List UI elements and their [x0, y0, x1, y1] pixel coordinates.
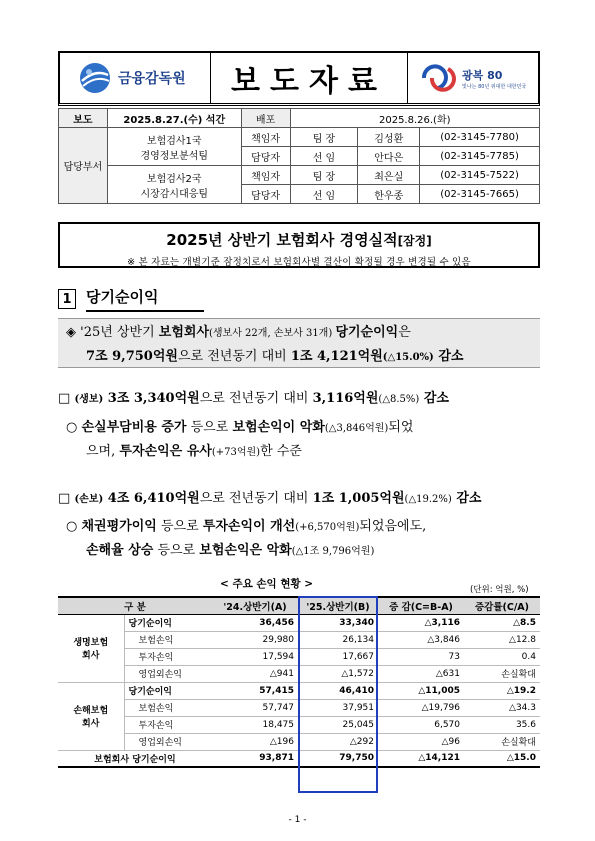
header-banner — [58, 51, 540, 106]
cell-d: △8.5 — [464, 614, 540, 631]
cell-b: 17,667 — [298, 648, 378, 665]
contact-role: 담당자 — [241, 147, 290, 166]
cell-c: △11,005 — [378, 682, 464, 699]
table-row — [58, 631, 540, 648]
life-text: 3조 3,340억원 — [103, 391, 200, 406]
cell-b: 26,134 — [298, 631, 378, 648]
life-detail-text: (+73억원) — [211, 447, 261, 458]
nonlife-detail-text: 보험손익은 악화 — [199, 543, 292, 558]
cell-c: 6,570 — [378, 716, 464, 733]
total-b: 79,750 — [298, 750, 378, 767]
anniversary-logo — [408, 53, 538, 103]
column-header: 증 감(C=B-A) — [378, 597, 464, 614]
cell-b: 46,410 — [298, 682, 378, 699]
summary-text: 은 — [398, 325, 411, 340]
table-header-row — [58, 597, 540, 614]
cell-d: △34.3 — [464, 699, 540, 716]
cell-c: △3,846 — [378, 631, 464, 648]
life-detail-line-2 — [66, 440, 413, 464]
distribution-date: 2025.8.26.(화) — [290, 109, 539, 128]
cell-a: 57,747 — [212, 699, 298, 716]
contact-role: 책임자 — [241, 166, 290, 185]
table-row — [58, 682, 540, 699]
cell-b: △1,572 — [298, 665, 378, 682]
nonlife-detail-line-2 — [66, 539, 426, 563]
nonlife-detail-text: 채권평가이익 — [81, 519, 157, 534]
row-label: 영업외손익 — [124, 733, 212, 750]
contact-title: 팀 장 — [290, 166, 358, 185]
checkbox-square-icon: □ — [58, 491, 71, 506]
cell-c: 73 — [378, 648, 464, 665]
title-note: ※ 본 자료는 개별기준 잠정치로서 보험회사별 결산이 확정될 경우 변경될 수 있음 — [127, 257, 471, 268]
summary-text: (생보사 22개, 손보사 31개) — [209, 328, 336, 339]
life-detail — [66, 416, 413, 464]
title-tag: [잠정] — [397, 234, 432, 248]
cell-a: 36,456 — [212, 614, 298, 631]
doc-type-title: 보도자료 — [231, 64, 387, 99]
fss-emblem-icon — [78, 61, 112, 95]
nonlife-detail-text: (△1조 9,796억원) — [291, 546, 375, 557]
table-unit: (단위: 억원, %) — [470, 585, 529, 595]
cell-c: △631 — [378, 665, 464, 682]
anniversary-label: 광복 80 — [462, 68, 503, 82]
life-detail-text: 투자손익은 유사 — [119, 444, 212, 459]
contact-role: 책임자 — [241, 128, 290, 147]
org-name: 금융감독원 — [118, 71, 186, 87]
contact-phone: (02-3145-7785) — [420, 147, 540, 166]
title-box — [58, 222, 540, 268]
life-detail-text: 등으로 — [186, 420, 233, 435]
cell-c: △3,116 — [378, 614, 464, 631]
total-c: △14,121 — [378, 750, 464, 767]
life-detail-text: (△3,846억원) — [324, 423, 389, 434]
cell-a: △196 — [212, 733, 298, 750]
nonlife-detail-text: 등으로 — [153, 543, 200, 558]
life-detail-text: 한 수준 — [260, 444, 302, 459]
cell-d: 0.4 — [464, 648, 540, 665]
nonlife-text: 1조 1,005억원 — [312, 491, 405, 506]
summary-text: 으로 전년동기 대비 — [177, 349, 291, 364]
row-label: 투자손익 — [124, 716, 212, 733]
nonlife-tag: (손보) — [74, 494, 104, 505]
table-total-row — [58, 750, 540, 767]
contact-title: 선 임 — [290, 185, 358, 204]
fss-logo — [60, 53, 210, 103]
total-a: 93,871 — [212, 750, 298, 767]
nonlife-detail-text: 등으로 — [156, 519, 203, 534]
total-label: 보험회사 당기순이익 — [58, 750, 212, 767]
life-detail-text: 으며, — [86, 444, 120, 459]
life-detail-line-1 — [66, 416, 413, 440]
summary-box — [58, 318, 540, 368]
checkbox-square-icon: □ — [58, 391, 71, 406]
column-header: 증감률(C/A) — [464, 597, 540, 614]
nonlife-detail-text: (+6,570억원) — [295, 522, 360, 533]
life-detail-text: 되었 — [388, 420, 414, 435]
dept-2-line1: 보험검사2국 — [146, 173, 202, 185]
nonlife-text: (△19.2%) — [404, 494, 452, 505]
contact-phone: (02-3145-7665) — [420, 185, 540, 204]
life-group-label: 생명보험 회사 — [58, 614, 124, 682]
nonlife-detail — [66, 515, 426, 563]
dept-2-line2: 시장감시대응팀 — [140, 188, 209, 200]
section-number: 1 — [58, 289, 76, 309]
title-main: 2025년 상반기 보험회사 경영실적 — [166, 231, 398, 249]
release-label: 보도 — [59, 109, 108, 128]
release-date: 2025.8.27.(수) 석간 — [107, 109, 241, 128]
cell-d: 손실확대 — [464, 665, 540, 682]
contact-name: 김성환 — [358, 128, 420, 147]
cell-c: △96 — [378, 733, 464, 750]
nonlife-text: 으로 전년동기 대비 — [199, 491, 313, 506]
cell-a: 17,594 — [212, 648, 298, 665]
column-header: 구 분 — [58, 597, 212, 614]
life-text: 으로 전년동기 대비 — [199, 391, 313, 406]
nonlife-detail-line-1 — [66, 515, 426, 539]
table-caption: < 주요 손익 현황 > — [220, 578, 314, 590]
row-label: 당기순이익 — [124, 682, 212, 699]
summary-line-2 — [66, 345, 540, 369]
cell-a: △941 — [212, 665, 298, 682]
nonlife-group-label: 손해보험 회사 — [58, 682, 124, 750]
circle-bullet-icon: ○ — [66, 519, 78, 534]
life-text: 감소 — [419, 391, 449, 406]
cell-b: △292 — [298, 733, 378, 750]
release-info-table — [58, 108, 540, 204]
contact-title: 팀 장 — [290, 128, 358, 147]
cell-b: 25,045 — [298, 716, 378, 733]
life-text: (△8.5%) — [378, 394, 420, 405]
cell-b: 37,951 — [298, 699, 378, 716]
contact-name: 한우종 — [358, 185, 420, 204]
life-paragraph — [58, 387, 449, 406]
diamond-bullet-icon: ◈ — [66, 325, 76, 340]
row-label: 투자손익 — [124, 648, 212, 665]
nonlife-paragraph — [58, 487, 481, 506]
distribution-label: 배포 — [241, 109, 290, 128]
income-table — [58, 596, 540, 768]
column-header: '24.상반기(A) — [212, 597, 298, 614]
contact-phone: (02-3145-7522) — [420, 166, 540, 185]
80th-anniversary-emblem-icon — [418, 61, 456, 95]
cell-a: 29,980 — [212, 631, 298, 648]
section-heading — [58, 286, 204, 312]
contact-phone: (02-3145-7780) — [420, 128, 540, 147]
table-row — [58, 665, 540, 682]
row-label: 보험손익 — [124, 631, 212, 648]
summary-bold: 7조 9,750억원 — [86, 349, 178, 364]
dept-1 — [107, 128, 241, 166]
dept-label: 담당부서 — [59, 128, 108, 204]
summary-bold: 당기순이익 — [335, 325, 399, 340]
table-row — [58, 733, 540, 750]
contact-name: 최은실 — [358, 166, 420, 185]
summary-line-1 — [66, 321, 540, 345]
life-text: 3,116억원 — [312, 391, 379, 406]
cell-b: 33,340 — [298, 614, 378, 631]
contact-name: 안다은 — [358, 147, 420, 166]
cell-d: △12.8 — [464, 631, 540, 648]
summary-bold: 1조 4,121억원 — [290, 349, 383, 364]
dept-1-line2: 경영정보분석팀 — [140, 150, 209, 162]
row-label: 당기순이익 — [124, 614, 212, 631]
summary-bold: 감소 — [433, 349, 464, 364]
life-tag: (생보) — [74, 394, 104, 405]
row-label: 보험손익 — [124, 699, 212, 716]
life-detail-text: 손실부담비용 증가 — [81, 420, 187, 435]
life-detail-text: 보험손익이 악화 — [232, 420, 325, 435]
column-header: '25.상반기(B) — [298, 597, 378, 614]
row-label: 영업외손익 — [124, 665, 212, 682]
anniversary-subtitle: 빛나는 80년 위대한 대한민국 — [462, 83, 527, 90]
cell-d: 35.6 — [464, 716, 540, 733]
page-title — [60, 229, 538, 250]
nonlife-text: 감소 — [451, 491, 482, 506]
table-row — [58, 699, 540, 716]
page-number: - 1 - — [288, 815, 307, 825]
summary-bold: 보험회사 — [158, 325, 209, 340]
cell-d: △19.2 — [464, 682, 540, 699]
summary-text: '25년 상반기 — [80, 325, 159, 340]
nonlife-detail-text: 투자손익이 개선 — [202, 519, 296, 534]
contact-title: 선 임 — [290, 147, 358, 166]
dept-1-line1: 보험검사1국 — [146, 135, 202, 147]
cell-a: 18,475 — [212, 716, 298, 733]
table-row — [58, 648, 540, 665]
cell-d: 손실확대 — [464, 733, 540, 750]
cell-a: 57,415 — [212, 682, 298, 699]
section-title: 당기순이익 — [86, 286, 204, 312]
nonlife-detail-text: 되었음에도, — [359, 519, 427, 534]
circle-bullet-icon: ○ — [66, 420, 78, 435]
summary-bold: (△15.0%) — [382, 352, 434, 363]
contact-role: 담당자 — [241, 185, 290, 204]
dept-2 — [107, 166, 241, 204]
table-row — [58, 716, 540, 733]
table-row — [58, 614, 540, 631]
cell-c: △19,796 — [378, 699, 464, 716]
nonlife-text: 4조 6,410억원 — [103, 491, 200, 506]
total-d: △15.0 — [464, 750, 540, 767]
nonlife-detail-text: 손해율 상승 — [86, 543, 154, 558]
